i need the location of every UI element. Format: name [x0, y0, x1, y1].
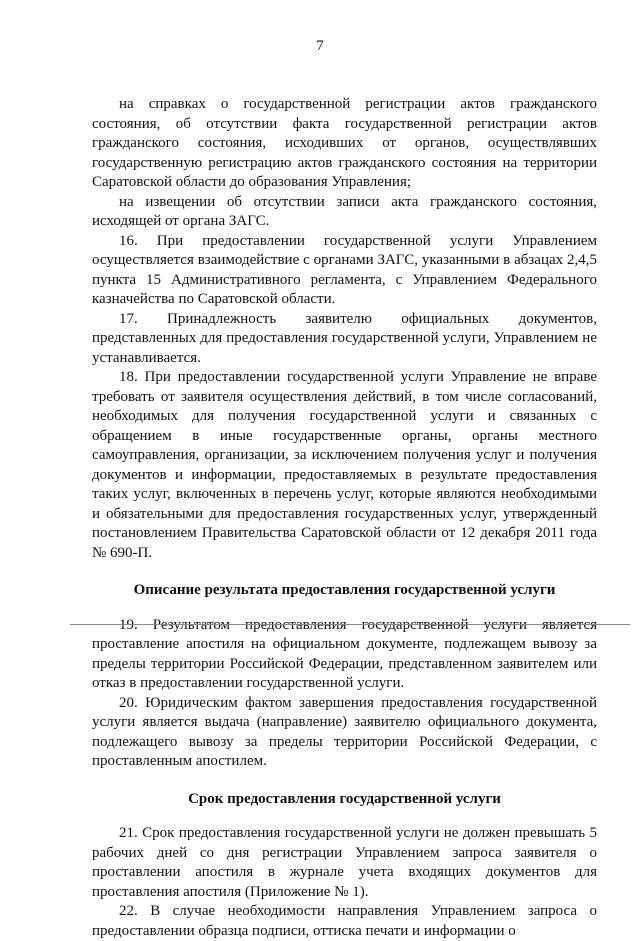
paragraph-21: 21. Срок предоставления государственной услуги не должен превышать 5 рабочих дней со дня регистрации Управлением запроса заявителя о проставлении апостиля в журнале учета входящих документов для проставления апостиля (Приложение № 1). — [92, 825, 597, 900]
paragraph-20: 20. Юридическим фактом завершения предоставления государственной услуги является выдача (направление) заявителю официального документа, подлежащего вывозу за пределы территории Российской Федерации, с проставленным апостилем. — [92, 694, 597, 769]
document-body — [92, 95, 597, 941]
section-heading-result: Описание результата предоставления государственной услуги — [133, 582, 556, 598]
scan-artifact-line — [70, 624, 630, 625]
paragraph-apostille-certificates: на справках о государственной регистрации актов гражданского состояния, об отсутствии факта государственной регистрации актов гражданского состояния, исходивших от органов, осуществлявших государственную регистрацию актов гражданского состояния на территории Саратовской области до образования Управления; — [92, 96, 597, 190]
page-number: 7 — [316, 38, 324, 54]
paragraph-16: 16. При предоставлении государственной услуги Управлением осуществляется взаимодействие с органами ЗАГС, указанными в абзацах 2,4,5 пункта 15 Административного регламента, с Управлением Федерального казначейства по Саратовской области. — [92, 232, 597, 307]
paragraph-18: 18. При предоставлении государственной услуги Управление не вправе требовать от заявителя осуществления действий, в том числе согласований, необходимых для получения государственной услуги и связанных с обращением в иные государственные органы, органы местного самоуправления, организации, за исключением получения услуг и получения документов и информации, предоставляемых в результате предоставления таких услуг, включенных в перечень услуг, которые являются необходимыми и обязательными для предоставления государственных услуг, утвержденный постановлением Правительства Саратовской области от 12 декабря 2011 года № 690-П. — [92, 369, 597, 561]
section-heading-term: Срок предоставления государственной услуги — [188, 790, 501, 807]
paragraph-apostille-notices: на извещении об отсутствии записи акта гражданского состояния, исходящей от органа ЗАГС. — [92, 193, 597, 229]
paragraph-22: 22. В случае необходимости направления Управлением запроса о предоставлении образца подписи, оттиска печати и информации о — [92, 903, 597, 939]
paragraph-19: 19. Результатом предоставления государственной услуги является проставление апостиля на официальном документе, подлежащем вывозу за пределы территории Российской Федерации, представленном заявителем или отказ в предоставлении государственной услуги. — [92, 616, 597, 691]
paragraph-17: 17. Принадлежность заявителю официальных документов, представленных для предоставления государственной услуги, Управлением не устанавливается. — [92, 310, 597, 366]
